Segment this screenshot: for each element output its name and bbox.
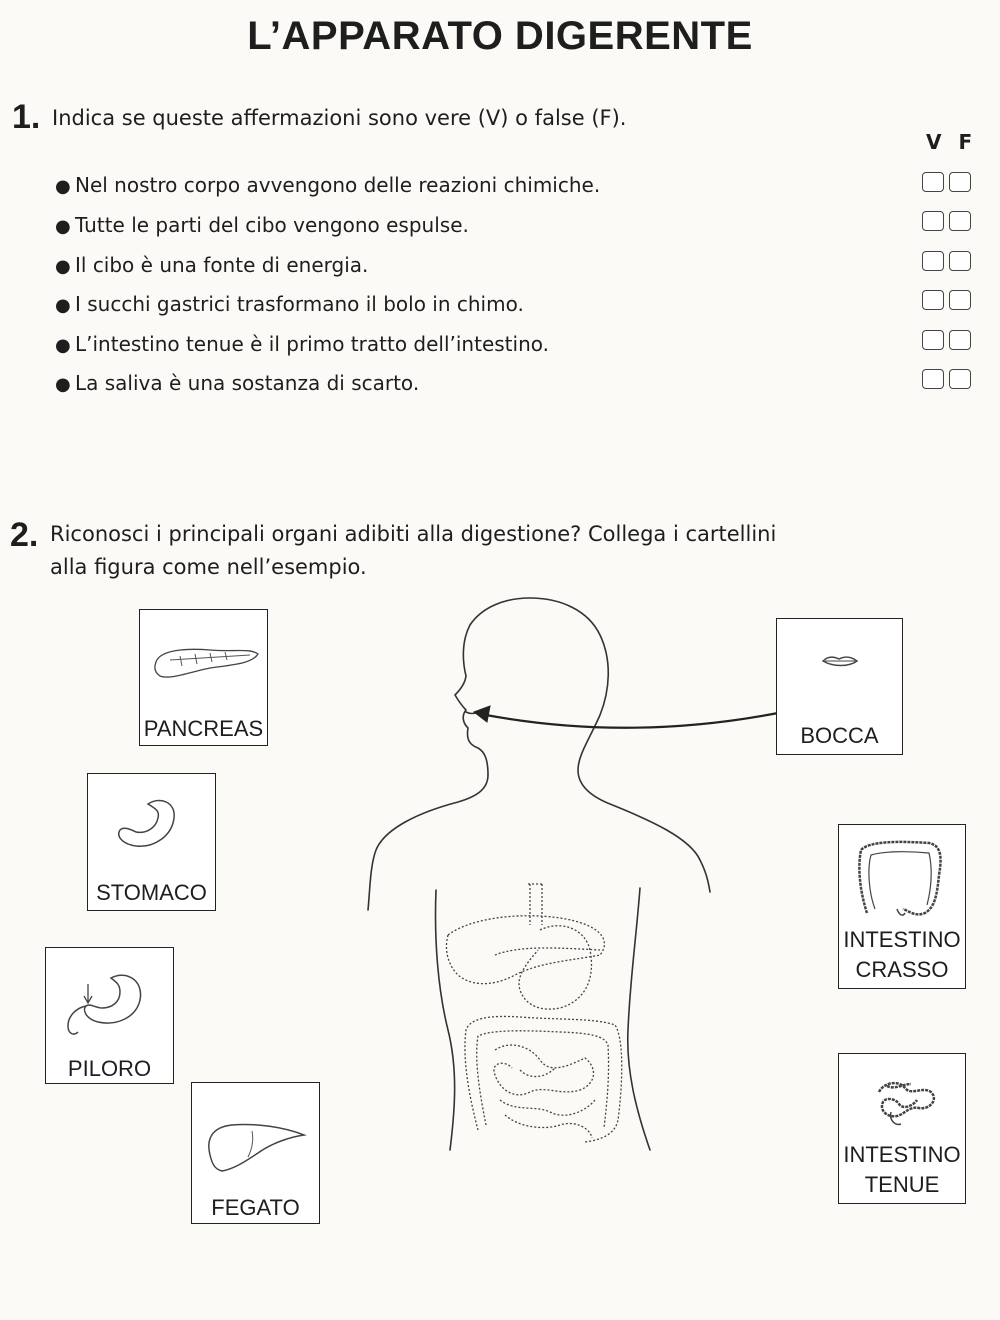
pancreas-shape [495,948,600,955]
intestino-crasso-card[interactable] [838,824,966,989]
bullet-icon: ● [55,374,71,395]
statement-5: ● L’intestino tenue è il primo tratto dell’intestino. [55,332,549,356]
bullet-icon: ● [55,256,71,277]
intestino-crasso-label-1: INTESTINO [843,927,961,952]
question-2-line-1: Riconosci i principali organi adibiti alla digestione? Collega i cartellini [50,522,777,546]
stomaco-label: STOMACO [96,880,207,905]
example-arrow [474,706,778,728]
pancreas-icon [140,610,267,710]
statement-1: ● Nel nostro corpo avvengono delle reazioni chimiche. [55,173,601,197]
bullet-icon: ● [55,216,71,237]
true-false-header: V F [926,130,973,154]
pylorus-icon [46,948,173,1048]
statement-4: ● I succhi gastrici trasformano il bolo in chimo. [55,292,524,316]
question-1-text: Indica se queste affermazioni sono vere (V) o false (F). [52,106,627,130]
piloro-label: PILORO [67,1056,152,1081]
piloro-card[interactable] [45,947,174,1084]
question-1-number: 1. [12,98,41,136]
stomach-shape [519,926,591,1009]
intestino-tenue-card[interactable] [838,1053,966,1204]
intestino-tenue-label-1: INTESTINO [843,1142,961,1167]
stomach-icon [88,774,215,874]
fegato-card[interactable] [191,1082,320,1224]
bocca-card[interactable] [776,618,903,755]
question-2-line-2: alla figura come nell’esempio. [50,555,367,579]
pancreas-card[interactable] [139,609,268,746]
statement-6: ● La saliva è una sostanza di scarto. [55,371,420,395]
body-outline [455,598,710,892]
bocca-label: BOCCA [800,723,879,748]
small-intestine-shape [494,1045,594,1095]
fegato-label: FEGATO [211,1195,300,1220]
bullet-icon: ● [55,335,71,356]
esophagus-shape [530,884,542,925]
intestino-crasso-label-2: CRASSO [855,957,949,982]
liver-icon [192,1083,319,1183]
stomaco-card[interactable] [87,773,216,911]
intestino-tenue-label-2: TENUE [864,1172,940,1197]
large-intestine-shape [465,1016,622,1142]
large-intestine-icon [839,825,965,925]
liver-shape [446,916,604,984]
mouth-icon [777,619,902,719]
statement-2: ● Tutte le parti del cibo vengono espulse. [55,213,469,237]
statement-3: ● Il cibo è una fonte di energia. [55,253,369,277]
small-intestine-icon [839,1054,965,1134]
question-2-number: 2. [10,516,39,554]
bullet-icon: ● [55,295,71,316]
bullet-icon: ● [55,176,71,197]
pancreas-label: PANCREAS [143,716,264,741]
page-title: L’APPARATO DIGERENTE [247,14,753,58]
